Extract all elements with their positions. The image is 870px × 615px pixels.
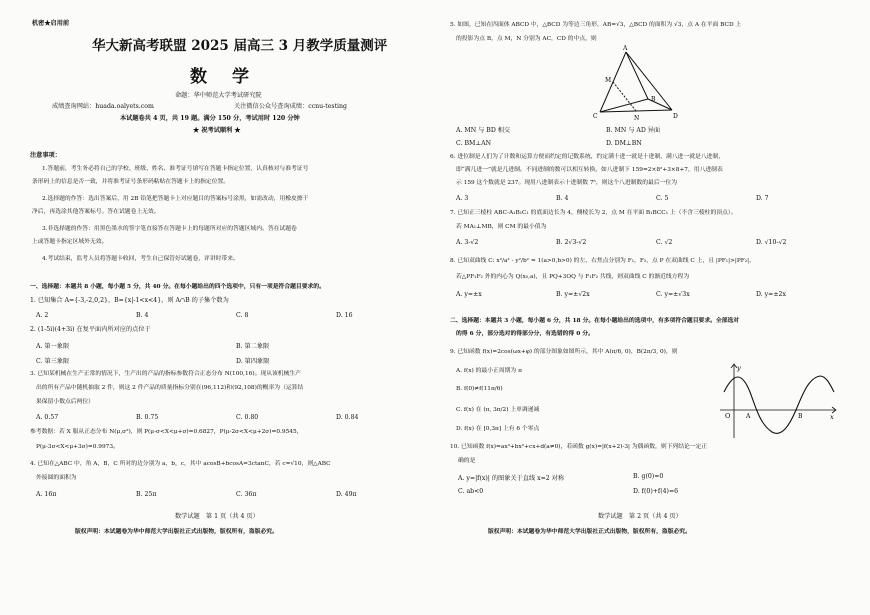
- option: D. 7: [756, 195, 769, 202]
- option: C. ab<0: [458, 488, 484, 495]
- q6-stem-line: 6. 进位制是人们为了计数和运算方便而约定的记数系统，约定满十进一就是十进制，满八进一就是八进制，: [450, 154, 725, 160]
- point-label-m: M: [605, 77, 612, 84]
- copyright-right: 版权声明：本试题卷为华中师范大学出版社正式出版物，版权所有，盗版必究。: [488, 529, 691, 535]
- q5-options-row1: [456, 125, 706, 134]
- page-footer-left: 数学试题 第 1 页（共 4 页）: [175, 513, 259, 520]
- q3-reference: P(μ-3σ<X<μ+3σ)=0.9973。: [36, 444, 119, 450]
- option: D. DM⊥BN: [606, 140, 642, 147]
- q2-stem: 2. (1-5i)(4+3i) 在复平面内所对应的点位于: [30, 326, 151, 333]
- q7-stem-line: 若 MA₁⊥MB，则 CM 的最小值为: [456, 224, 547, 230]
- vertex-label-a: A: [623, 45, 628, 52]
- point-label-b: B: [798, 413, 803, 420]
- option: A. y=±x: [456, 291, 482, 298]
- q5-options-row2: [456, 140, 706, 147]
- q2-options-row2: [36, 356, 336, 365]
- q7-stem-line: 7. 已知正三棱柱 ABC-A₁B₁C₁ 的底面边长为 4，侧棱长为 2，点 M 在平面 B₁BCC₁ 上（不含三棱柱的顶点）。: [450, 210, 737, 216]
- axis-label-y: y: [737, 364, 741, 372]
- q9-option-a: A. f(x) 的最小正周期为 π: [456, 368, 522, 374]
- q1-options: [36, 312, 436, 319]
- option: A. 2: [36, 312, 49, 319]
- point-label-n: N: [634, 115, 640, 122]
- option: B. 25π: [136, 491, 157, 498]
- q6-options: [456, 195, 856, 202]
- option: B. 第二象限: [236, 343, 270, 350]
- q3-stem-line: 3. 已知某机械在生产正常的情况下，生产出的产品的指标参数符合正态分布 N(100,16)。现从该机械生产: [30, 371, 301, 377]
- q4-stem-line: 外接圆的面积为: [36, 475, 77, 481]
- option: B. 4: [136, 312, 149, 319]
- option: C. 0.80: [236, 414, 259, 421]
- section1-intro: 一、选择题：本题共 8 小题，每小题 5 分，共 40 分。在每小题给出的四个选项中，只有一项是符合题目要求的。: [30, 284, 325, 290]
- q2-options-row1: [36, 341, 336, 350]
- option: D. 0.84: [336, 414, 359, 421]
- option: A. 3-√2: [456, 239, 479, 246]
- option: D. 49π: [336, 491, 357, 498]
- q3-stem-line: 出的所有产品中随机抽取 2 件，则这 2 件产品的质量指标分别在(96,112)和(92,108)的概率为（运算结: [36, 385, 304, 391]
- vertex-label-d: D: [673, 113, 678, 120]
- page-footer-right: 数学试题 第 2 页（共 4 页）: [598, 513, 682, 520]
- confidential-label: 机密★启用前: [32, 20, 70, 27]
- subject-title: 数 学: [190, 67, 253, 87]
- note-line: 1.答题前，考生务必将自己的学校、班级、姓名、准考证号填写在答题卡指定位置，认真核对与准考证号: [42, 166, 309, 172]
- note-line: 3.非选择题的作答：用黑色墨水的签字笔直接答在答题卡上的每题所对应的答题区域内。答在试题卷: [42, 226, 297, 232]
- option: C. 5: [656, 195, 669, 202]
- note-line: 条形码上的信息是否一致，并将准考证号条形码粘贴在答题卡上的指定位置。: [32, 179, 230, 185]
- setter-line: 命题：华中师范大学考试研究院: [175, 92, 262, 99]
- option: A. 3: [456, 195, 469, 202]
- exam-info: 本试题卷共 4 页，共 19 题。满分 150 分，考试用时 120 分钟: [120, 115, 300, 122]
- q8-options: [456, 291, 856, 298]
- option: D. f(0)+f(4)=6: [633, 488, 679, 495]
- q1-stem: 1. 已知集合 A={-3,-2,0,2}，B={x|-1<x<4}，则 A∩B 的子集个数为: [30, 297, 229, 304]
- query-site: 成绩查询网站：huada.oalyets.com: [52, 103, 154, 110]
- option: C. 8: [236, 312, 249, 319]
- q10-stem-line: 10. 已知函数 f(x)=ax³+bx²+cx+d(a≠0)，若函数 g(x)=|f(x+2)-3| 为偶函数，则下列结论一定正: [450, 444, 708, 450]
- option: A. MN 与 BD 相交: [456, 127, 511, 134]
- option: C. 36π: [236, 491, 257, 498]
- note-line: 4.考试结束，监考人员将答题卡收回，考生自己保管好试题卷，评讲时带来。: [42, 256, 239, 262]
- option: D. 16: [336, 312, 353, 319]
- cosine-graph-figure: [720, 362, 838, 440]
- section2-intro: 二、选择题：本题共 3 小题，每小题 6 分，共 18 分。在每小题给出的选项中，有多项符合题目要求。全部选对: [450, 318, 740, 324]
- option: B. y=±√2x: [556, 291, 590, 298]
- q6-stem-line: 示 159 这个数就是 237。现用八进制表示十进制数 7⁵，则这个八进制数的最后一位为: [456, 180, 678, 186]
- option: A. 第一象限: [36, 343, 70, 350]
- exam-title: 华大新高考联盟 2025 届高三 3 月教学质量测评: [92, 38, 388, 54]
- option: C. BM⊥AN: [456, 140, 492, 147]
- option: C. √2: [656, 239, 673, 246]
- q8-stem-line: 8. 已知双曲线 C: x²/a² - y²/b² = 1(a>0,b>0) 的左、右焦点分别为 F₁，F₂，点 P 在双曲线 C 上，且 |PF₁|>|PF₂|，: [450, 258, 755, 264]
- q10-stem-line: 确的是: [458, 458, 476, 464]
- option: C. 第三象限: [36, 358, 70, 365]
- tetrahedron-figure: [590, 44, 680, 122]
- option: D. √10-√2: [756, 239, 787, 246]
- q5-stem-line: 5. 如图，已知在四面体 ABCD 中，△BCD 为等边三角形，AB=√3，△BCD 的面积为 √3，点 A 在平面 BCD 上: [450, 22, 742, 28]
- vertex-label-c: C: [593, 113, 598, 120]
- option: A. 16π: [36, 491, 57, 498]
- axis-label-x: x: [830, 413, 834, 421]
- wechat-line: 关注微信公众号查询成绩：ccnu-testing: [234, 103, 347, 110]
- q10-options-row1: [458, 473, 733, 482]
- q8-stem-line: 若△PF₁F₂ 外的内心为 Q(x₀,a)，且 PQ+3OQ 与 F₁F₂ 共线，则双曲线 C 的渐近线方程为: [456, 274, 690, 280]
- vertex-label-b: B: [651, 96, 656, 103]
- option: B. 2√3-√2: [556, 239, 587, 246]
- section2-intro: 的得 6 分，部分选对的得部分分，有选错的得 0 分。: [456, 331, 594, 337]
- note-line: 2.选择题的作答：选出答案后，用 2B 铅笔把答题卡上对应题目的答案标号涂黑，如需改动，用橡皮擦干: [42, 196, 309, 202]
- q3-reference: 参考数据：若 X 服从正态分布 N(μ,σ²)，则 P(μ-σ<X<μ+σ)=0.6827，P(μ-2σ<X<μ+2σ)=0.9545，: [30, 429, 303, 435]
- q9-option-d: D. f(x) 在 [0,3π] 上有 6 个零点: [456, 426, 540, 432]
- option: B. g(0)=0: [633, 473, 664, 480]
- q9-option-b: B. f(0)≠f(11π/6): [456, 386, 503, 392]
- origin-label: O: [725, 412, 731, 420]
- note-line: 净后，再选涂其他答案标号。答在试题卷上无效。: [32, 209, 160, 215]
- q10-options-row2: [458, 488, 733, 495]
- q4-options: [36, 491, 436, 498]
- q3-options: [36, 414, 436, 421]
- point-label-a: A: [746, 413, 751, 420]
- copyright-left: 版权声明：本试题卷为华中师范大学出版社正式出版物，版权所有，盗版必究。: [75, 529, 278, 535]
- option: C. y=±√3x: [656, 291, 690, 298]
- notes-heading: 注意事项：: [30, 152, 61, 159]
- option: D. y=±2x: [756, 291, 786, 298]
- q4-stem-line: 4. 已知在△ABC 中，角 A，B，C 所对的边分别为 a，b，c，其中 acosB+bcosA=3ctanC，若 c=√10，则△ABC: [30, 461, 331, 467]
- q9-stem: 9. 已知函数 f(x)=2cos(ωx+φ) 的部分图象如图所示，其中 A(π/6, 0)，B(2π/3, 0)，则: [450, 349, 678, 355]
- q7-options: [456, 239, 856, 246]
- option: B. MN 与 AD 异面: [606, 127, 661, 134]
- q6-stem-line: 即“满几进一”就是几进制。不同进制的数可以相互转换，如八进制下 159=2×8²+3×8+7，用八进制表: [456, 167, 723, 173]
- q5-stem-line: 的投影为点 B，点 M，N 分别为 AC，CD 的中点，则: [456, 36, 597, 42]
- option: B. 0.75: [136, 414, 159, 421]
- option: A. 0.57: [36, 414, 59, 421]
- note-line: 上或答题卡指定区域外无效。: [32, 239, 108, 245]
- q9-option-c: C. f(x) 在 (π, 3π/2) 上单调递减: [456, 407, 540, 413]
- option: A. y=|f(x)| 的图象关于直线 x=2 对称: [458, 475, 565, 482]
- q3-stem-line: 果保留小数点后两位）: [36, 399, 94, 405]
- wish-line: ★ 祝考试顺利 ★: [193, 127, 241, 134]
- option: D. 第四象限: [236, 358, 270, 365]
- option: B. 4: [556, 195, 569, 202]
